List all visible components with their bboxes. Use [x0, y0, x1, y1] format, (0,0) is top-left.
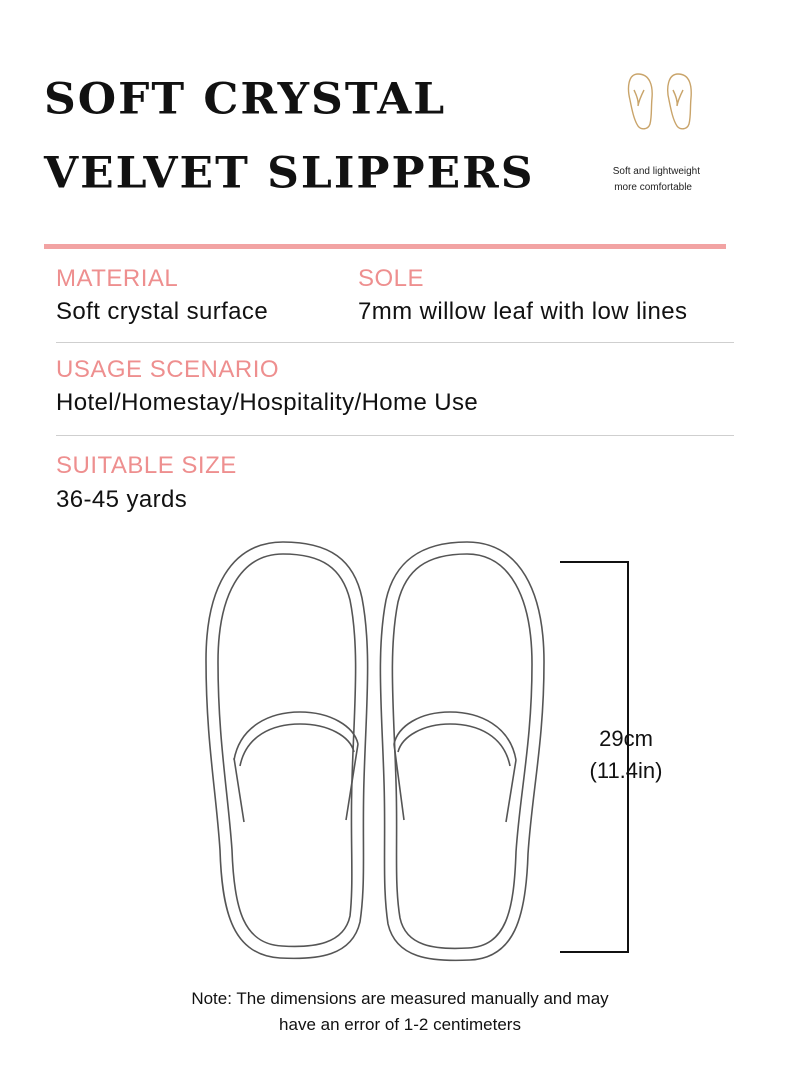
title-line-2: VELVET SLIPPERS: [44, 148, 535, 199]
section-divider: [56, 435, 734, 436]
length-cm: 29cm: [599, 726, 653, 751]
tagline-line-1: Soft and lightweight: [612, 166, 700, 177]
tagline: [590, 164, 700, 196]
note-line-1: Note: The dimensions are measured manually and may: [191, 989, 609, 1008]
flip-flops-icon: [624, 70, 696, 132]
length-in: (11.4in): [589, 758, 663, 783]
sole-label: SOLE: [358, 265, 425, 292]
material-value: Soft crystal surface: [56, 298, 269, 325]
dimension-label: [566, 723, 686, 787]
measurement-note: [60, 986, 740, 1038]
material-label: MATERIAL: [56, 265, 179, 292]
usage-label: USAGE SCENARIO: [56, 356, 280, 383]
title-line-1: SOFT CRYSTAL: [44, 74, 447, 125]
size-value: 36-45 yards: [56, 486, 188, 513]
note-line-2: have an error of 1-2 centimeters: [279, 1015, 521, 1034]
header-divider: [44, 244, 726, 249]
size-label: SUITABLE SIZE: [56, 452, 237, 479]
sole-value: 7mm willow leaf with low lines: [358, 298, 688, 325]
usage-value: Hotel/Homestay/Hospitality/Home Use: [56, 389, 479, 416]
section-divider: [56, 342, 734, 343]
tagline-line-2: more comfortable: [614, 182, 692, 193]
